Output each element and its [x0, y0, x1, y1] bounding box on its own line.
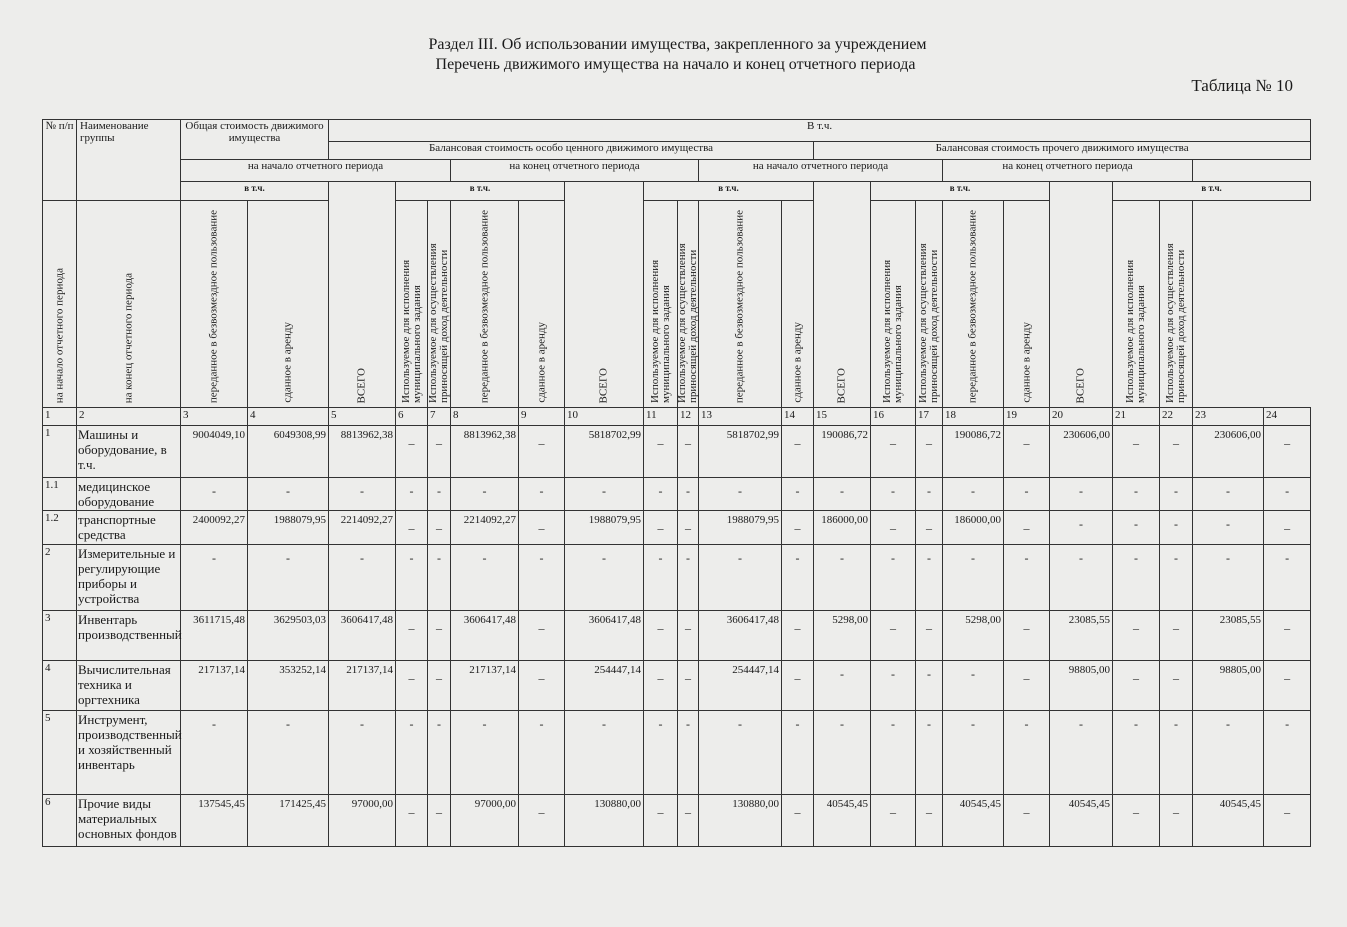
table-cell: - [1160, 545, 1193, 611]
table-cell: 40545,45 [814, 795, 871, 847]
table-cell: - [1113, 545, 1160, 611]
table-cell: - [699, 711, 782, 795]
col-header-free-use: переданное в безвозмездное пользование [451, 201, 519, 408]
col-header-income: Используемое для осуществления приносящей доход деятельности [678, 201, 699, 408]
col-header-other-start: на начало отчетного периода [699, 160, 943, 182]
table-cell: _ [396, 795, 428, 847]
table-cell: 3606417,48 [451, 611, 519, 661]
table-cell: 40545,45 [1050, 795, 1113, 847]
table-cell: - [1050, 711, 1113, 795]
table-cell: - [451, 711, 519, 795]
table-cell: _ [678, 661, 699, 711]
group-name: Инструмент, производственный и хозяйственный инвентарь [77, 711, 181, 795]
table-cell: - [782, 545, 814, 611]
table-cell: 5298,00 [943, 611, 1004, 661]
col-header-ev-end-incl: в т.ч. [644, 182, 814, 201]
col-header-other-end-incl: в т.ч. [1113, 182, 1311, 201]
section-title: Раздел III. Об использовании имущества, закрепленного за учреждением [428, 36, 927, 53]
table-cell: _ [1160, 795, 1193, 847]
table-cell: - [519, 478, 565, 511]
table-cell: 5818702,99 [699, 426, 782, 478]
col-number: 7 [428, 408, 451, 426]
table-cell: _ [644, 611, 678, 661]
col-header-period-start: на начало отчетного периода [43, 201, 77, 408]
table-cell: - [1193, 478, 1264, 511]
table-cell: 1988079,95 [565, 511, 644, 545]
row-index: 3 [43, 611, 77, 661]
table-cell: - [1193, 511, 1264, 545]
table-cell: _ [519, 795, 565, 847]
col-header-municipal: Используемое для исполнения муниципального задания [1113, 201, 1160, 408]
table-cell: - [871, 545, 916, 611]
table-cell: _ [1160, 661, 1193, 711]
table-cell: - [1004, 478, 1050, 511]
col-header-num: № п/п [43, 120, 77, 201]
table-cell: - [428, 478, 451, 511]
table-cell: - [678, 545, 699, 611]
col-header-total-incl: в т.ч. [181, 182, 329, 201]
table-cell: - [1050, 511, 1113, 545]
col-header-other-end: на конец отчетного периода [943, 160, 1193, 182]
table-cell: 3629503,03 [248, 611, 329, 661]
table-cell: _ [1264, 661, 1311, 711]
table-row [43, 545, 1311, 611]
col-header-rent: сданное в аренду [1004, 201, 1050, 408]
table-cell: - [329, 478, 396, 511]
table-cell: - [181, 711, 248, 795]
table-cell: _ [396, 611, 428, 661]
table-cell: _ [871, 795, 916, 847]
group-name: Инвентарь производственный [77, 611, 181, 661]
table-cell: - [428, 545, 451, 611]
col-number: 12 [678, 408, 699, 426]
table-cell: 97000,00 [451, 795, 519, 847]
table-cell: - [814, 661, 871, 711]
table-cell: - [565, 545, 644, 611]
col-header-income: Используемое для осуществления приносящей доход деятельности [428, 201, 451, 408]
col-number: 10 [565, 408, 644, 426]
table-cell: - [943, 661, 1004, 711]
table-cell: _ [428, 511, 451, 545]
table-cell: _ [428, 795, 451, 847]
table-cell: - [871, 661, 916, 711]
table-cell: - [1264, 478, 1311, 511]
col-header-incl: В т.ч. [329, 120, 1311, 142]
table-cell: 254447,14 [565, 661, 644, 711]
table-cell: - [519, 545, 565, 611]
col-header-other-start-vsego: ВСЕГО [814, 182, 871, 408]
table-cell: 8813962,38 [329, 426, 396, 478]
table-cell: _ [678, 611, 699, 661]
col-header-especially-valuable: Балансовая стоимость особо ценного движимого имущества [329, 142, 814, 160]
col-number: 14 [782, 408, 814, 426]
col-number-row [43, 408, 1311, 426]
table-cell: - [1050, 545, 1113, 611]
table-row [43, 711, 1311, 795]
table-cell: - [644, 478, 678, 511]
col-number: 4 [248, 408, 329, 426]
table-cell: - [871, 478, 916, 511]
col-header-ev-start-vsego: ВСЕГО [329, 182, 396, 408]
table-cell: 217137,14 [451, 661, 519, 711]
col-number: 2 [77, 408, 181, 426]
table-cell: - [699, 545, 782, 611]
table-cell: - [943, 545, 1004, 611]
table-cell: _ [1264, 426, 1311, 478]
table-cell: _ [782, 661, 814, 711]
table-cell: 3611715,48 [181, 611, 248, 661]
table-cell: _ [519, 511, 565, 545]
table-cell: _ [916, 795, 943, 847]
table-cell: - [519, 711, 565, 795]
col-header-income: Используемое для осуществления приносящей доход деятельности [1160, 201, 1193, 408]
table-cell: 130880,00 [699, 795, 782, 847]
col-header-municipal: Используемое для исполнения муниципального задания [396, 201, 428, 408]
col-header-municipal: Используемое для исполнения муниципального задания [644, 201, 678, 408]
table-cell: 230606,00 [1050, 426, 1113, 478]
table-cell: - [1160, 711, 1193, 795]
group-name: Машины и оборудование, в т.ч. [77, 426, 181, 478]
table-cell: - [916, 711, 943, 795]
table-cell: 6049308,99 [248, 426, 329, 478]
table-cell: _ [916, 511, 943, 545]
col-header-ev-start-incl: в т.ч. [396, 182, 565, 201]
table-cell: _ [396, 661, 428, 711]
table-cell: 137545,45 [181, 795, 248, 847]
table-cell: 254447,14 [699, 661, 782, 711]
table-cell: _ [519, 661, 565, 711]
table-cell: 23085,55 [1193, 611, 1264, 661]
table-row [43, 511, 1311, 545]
group-name: медицинское оборудование [77, 478, 181, 511]
table-cell: 3606417,48 [699, 611, 782, 661]
col-header-ev-end-vsego: ВСЕГО [565, 182, 644, 408]
table-cell: _ [644, 426, 678, 478]
table-cell: - [181, 478, 248, 511]
col-number: 16 [871, 408, 916, 426]
group-name: Прочие виды материальных основных фондов [77, 795, 181, 847]
list-title: Перечень движимого имущества на начало и конец отчетного периода [435, 56, 916, 73]
table-cell: _ [782, 426, 814, 478]
table-row [43, 478, 1311, 511]
col-header-other-end-vsego: ВСЕГО [1050, 182, 1113, 408]
table-cell: 3606417,48 [329, 611, 396, 661]
table-cell: - [916, 545, 943, 611]
table-cell: _ [1264, 611, 1311, 661]
table-cell: _ [1113, 795, 1160, 847]
table-cell: _ [916, 611, 943, 661]
table-cell: - [916, 478, 943, 511]
table-cell: 1988079,95 [699, 511, 782, 545]
table-cell: 1988079,95 [248, 511, 329, 545]
col-number: 5 [329, 408, 396, 426]
table-cell: - [396, 711, 428, 795]
table-cell: _ [871, 511, 916, 545]
table-cell: - [451, 478, 519, 511]
table-cell: 3606417,48 [565, 611, 644, 661]
row-index: 2 [43, 545, 77, 611]
table-cell: _ [428, 611, 451, 661]
table-cell: 98805,00 [1050, 661, 1113, 711]
table-cell: 2400092,27 [181, 511, 248, 545]
table-cell: - [1193, 711, 1264, 795]
table-cell: _ [1160, 426, 1193, 478]
col-number: 13 [699, 408, 782, 426]
col-header-ev-end: на конец отчетного периода [451, 160, 699, 182]
table-cell: - [451, 545, 519, 611]
table-cell: _ [678, 795, 699, 847]
table-row [43, 661, 1311, 711]
table-cell: _ [1264, 511, 1311, 545]
table-cell: - [1113, 711, 1160, 795]
table-body [43, 426, 1311, 847]
table-cell: - [1050, 478, 1113, 511]
row-index: 1.1 [43, 478, 77, 511]
table-cell: - [1113, 478, 1160, 511]
table-cell: _ [871, 611, 916, 661]
table-cell: - [782, 478, 814, 511]
table-cell: 40545,45 [943, 795, 1004, 847]
table-cell: - [943, 478, 1004, 511]
col-header-other: Балансовая стоимость прочего движимого имущества [814, 142, 1311, 160]
table-cell: 217137,14 [329, 661, 396, 711]
table-cell: - [565, 711, 644, 795]
col-number: 18 [943, 408, 1004, 426]
table-cell: - [396, 545, 428, 611]
table-cell: - [1004, 545, 1050, 611]
table-cell: _ [428, 426, 451, 478]
table-cell: 230606,00 [1193, 426, 1264, 478]
col-header-free-use: переданное в безвозмездное пользование [181, 201, 248, 408]
table-cell: 9004049,10 [181, 426, 248, 478]
col-number: 15 [814, 408, 871, 426]
table-cell: _ [1004, 611, 1050, 661]
table-cell: - [814, 711, 871, 795]
table-cell: - [1264, 711, 1311, 795]
table-cell: _ [644, 511, 678, 545]
table-cell: 8813962,38 [451, 426, 519, 478]
table-cell: - [1160, 478, 1193, 511]
table-cell: - [329, 545, 396, 611]
table-cell: - [428, 711, 451, 795]
table-cell: 2214092,27 [329, 511, 396, 545]
table-cell: - [396, 478, 428, 511]
table-cell: - [248, 545, 329, 611]
table-cell: _ [644, 661, 678, 711]
table-cell: _ [396, 511, 428, 545]
col-header-rent: сданное в аренду [782, 201, 814, 408]
table-cell: _ [1264, 795, 1311, 847]
table-cell: _ [1160, 611, 1193, 661]
col-number: 21 [1113, 408, 1160, 426]
table-cell: _ [1004, 511, 1050, 545]
table-cell: 186000,00 [814, 511, 871, 545]
col-header-ev-start: на начало отчетного периода [181, 160, 451, 182]
row-index: 5 [43, 711, 77, 795]
table-cell: 171425,45 [248, 795, 329, 847]
table-cell: 130880,00 [565, 795, 644, 847]
table-cell: _ [428, 661, 451, 711]
col-header-period-end: на конец отчетного периода [77, 201, 181, 408]
table-cell: _ [1004, 426, 1050, 478]
table-cell: 5298,00 [814, 611, 871, 661]
group-name: Вычислительная техника и оргтехника [77, 661, 181, 711]
table-cell: _ [519, 426, 565, 478]
table-cell: - [565, 478, 644, 511]
table-cell: 23085,55 [1050, 611, 1113, 661]
table-cell: - [1264, 545, 1311, 611]
col-header-municipal: Используемое для исполнения муниципального задания [871, 201, 916, 408]
row-index: 4 [43, 661, 77, 711]
table-cell: _ [1113, 611, 1160, 661]
col-number: 23 [1193, 408, 1264, 426]
table-cell: 98805,00 [1193, 661, 1264, 711]
col-number: 17 [916, 408, 943, 426]
col-number: 6 [396, 408, 428, 426]
col-header-name: Наименование группы [77, 120, 181, 201]
table-cell: _ [782, 511, 814, 545]
col-header-income: Используемое для осуществления приносящей доход деятельности [916, 201, 943, 408]
table-cell: _ [519, 611, 565, 661]
table-cell: 217137,14 [181, 661, 248, 711]
col-number: 22 [1160, 408, 1193, 426]
table-cell: - [1193, 545, 1264, 611]
table-cell: - [644, 545, 678, 611]
table-cell: _ [871, 426, 916, 478]
table-row [43, 795, 1311, 847]
col-header-free-use: переданное в безвозмездное пользование [699, 201, 782, 408]
table-cell: 190086,72 [814, 426, 871, 478]
group-name: транспортные средства [77, 511, 181, 545]
table-cell: 97000,00 [329, 795, 396, 847]
table-cell: - [916, 661, 943, 711]
table-cell: - [329, 711, 396, 795]
table-cell: _ [396, 426, 428, 478]
col-header-other-start-incl: в т.ч. [871, 182, 1050, 201]
table-cell: - [1113, 511, 1160, 545]
table-cell: - [678, 711, 699, 795]
table-cell: _ [782, 795, 814, 847]
col-number: 19 [1004, 408, 1050, 426]
col-number: 8 [451, 408, 519, 426]
table-cell: - [248, 478, 329, 511]
table-cell: 190086,72 [943, 426, 1004, 478]
table-cell: _ [916, 426, 943, 478]
property-table [42, 119, 1311, 847]
col-header-free-use: переданное в безвозмездное пользование [943, 201, 1004, 408]
row-index: 1.2 [43, 511, 77, 545]
table-cell: _ [1113, 661, 1160, 711]
table-cell: 2214092,27 [451, 511, 519, 545]
table-cell: - [699, 478, 782, 511]
table-cell: _ [1004, 661, 1050, 711]
table-cell: - [782, 711, 814, 795]
col-number: 1 [43, 408, 77, 426]
col-header-rent: сданное в аренду [248, 201, 329, 408]
row-index: 6 [43, 795, 77, 847]
table-cell: 5818702,99 [565, 426, 644, 478]
table-cell: _ [644, 795, 678, 847]
table-cell: 353252,14 [248, 661, 329, 711]
table-cell: _ [1113, 426, 1160, 478]
table-cell: 40545,45 [1193, 795, 1264, 847]
col-number: 9 [519, 408, 565, 426]
table-cell: _ [678, 426, 699, 478]
table-cell: 186000,00 [943, 511, 1004, 545]
table-cell: - [814, 478, 871, 511]
table-cell: - [644, 711, 678, 795]
row-index: 1 [43, 426, 77, 478]
col-number: 3 [181, 408, 248, 426]
group-name: Измерительные и регулирующие приборы и устройства [77, 545, 181, 611]
table-cell: - [678, 478, 699, 511]
col-header-rent: сданное в аренду [519, 201, 565, 408]
table-cell: - [943, 711, 1004, 795]
table-cell: _ [782, 611, 814, 661]
col-number: 20 [1050, 408, 1113, 426]
table-cell: - [1004, 711, 1050, 795]
table-cell: _ [1004, 795, 1050, 847]
col-number: 11 [644, 408, 678, 426]
col-header-total-cost: Общая стоимость движимого имущества [181, 120, 329, 160]
table-row [43, 611, 1311, 661]
table-row [43, 426, 1311, 478]
col-number: 24 [1264, 408, 1311, 426]
table-cell: - [248, 711, 329, 795]
table-cell: - [181, 545, 248, 611]
table-cell: - [814, 545, 871, 611]
table-cell: - [871, 711, 916, 795]
table-cell: _ [678, 511, 699, 545]
table-cell: - [1160, 511, 1193, 545]
table-number: Таблица № 10 [1191, 76, 1293, 95]
